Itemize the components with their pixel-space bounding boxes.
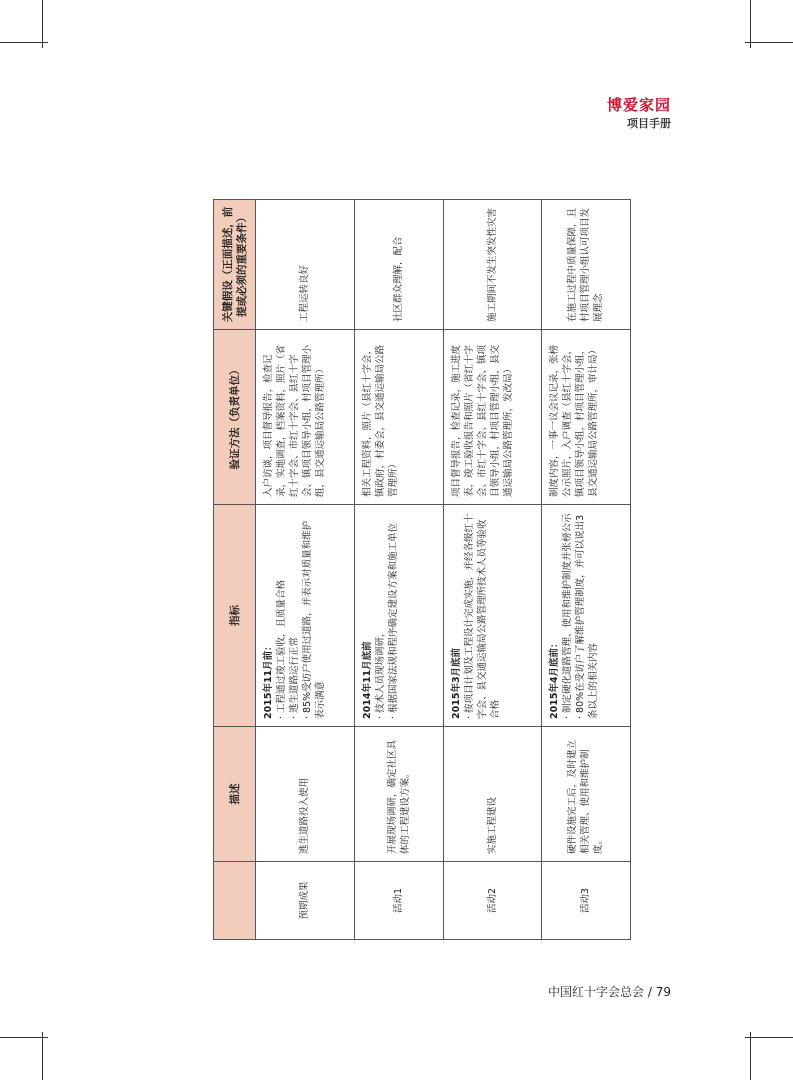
logframe-table bbox=[213, 199, 631, 940]
logframe-table-rotated bbox=[213, 200, 631, 940]
row-label: 活动2 bbox=[443, 862, 541, 940]
indicator-line: · 逃生道路运行正常 bbox=[289, 636, 301, 719]
row-description: 实施工程建设 bbox=[443, 727, 541, 862]
table-row bbox=[443, 200, 541, 940]
row-assumption: 工程运转良好 bbox=[256, 200, 354, 330]
indicator-date: 2015年3月底前 bbox=[450, 647, 462, 719]
indicator-date: 2015年4月底前： bbox=[548, 638, 560, 719]
header-verification: 验证方法（负责单位） bbox=[214, 330, 256, 505]
row-indicator bbox=[443, 505, 541, 727]
row-label: 活动1 bbox=[354, 862, 443, 940]
row-verification: 相关工程资料，照片（县红十字会，镇政府，村委会，县交通运输局公路管理所） bbox=[354, 330, 443, 505]
crop-mark bbox=[745, 1037, 793, 1038]
row-description: 逃生道路投入使用 bbox=[256, 727, 354, 862]
header-description: 描述 bbox=[214, 727, 256, 862]
brand-subtitle: 项目手册 bbox=[627, 117, 671, 130]
crop-mark bbox=[42, 1032, 43, 1080]
indicator-line: · 根据国家法规和程序确定建设方案和施工单位 bbox=[387, 522, 399, 719]
table-row bbox=[354, 200, 443, 940]
crop-mark bbox=[0, 1037, 48, 1038]
row-indicator bbox=[256, 505, 354, 727]
row-indicator bbox=[354, 505, 443, 727]
table-header-row bbox=[214, 200, 256, 940]
row-verification: 制度内容，一事一议会议记录，张榜公示照片，入户调查（县红十字会，镇项目领导小组，村项目管理小组，县交通运输局公路管理所，审计局） bbox=[541, 330, 630, 505]
row-description: 开展现场调研，确定社区具体的工程建设方案。 bbox=[354, 727, 443, 862]
indicator-line: · 85%受访户使用过道路，并表示对质量和维护表示满意 bbox=[302, 520, 327, 719]
header-indicator: 指标 bbox=[214, 505, 256, 727]
row-indicator bbox=[541, 505, 630, 727]
crop-mark bbox=[0, 42, 48, 43]
indicator-line: · 制定硬化道路管理、使用和维护制度并张榜公示 bbox=[561, 513, 573, 719]
header-assumption: 关键假设（正面描述，前提或必须的重要条件） bbox=[214, 200, 256, 330]
crop-mark bbox=[42, 0, 43, 48]
row-verification: 项目督导报告，检查记录，施工进度表，竣工验收报告和照片（省红十字会、市红十字会、县红十字会、镇项目领导小组，村项目管理小组，县交通运输局公路管理所，发改局） bbox=[443, 330, 541, 505]
table-row bbox=[256, 200, 354, 940]
row-assumption: 施工期间不发生突发性灾害 bbox=[443, 200, 541, 330]
row-assumption: 社区群众理解，配合 bbox=[354, 200, 443, 330]
indicator-date: 2014年11月底前 bbox=[361, 641, 373, 719]
crop-mark bbox=[750, 1032, 751, 1080]
indicator-line: · 技术人员现场调研， bbox=[374, 627, 386, 719]
indicator-line: · 工程通过竣工验收，且质量合格 bbox=[276, 579, 288, 719]
indicator-date: 2015年11月前： bbox=[263, 641, 275, 719]
row-label: 预期成果 bbox=[256, 862, 354, 940]
indicator-line: · 按项目计划及工程设计完成实施，并经各级红十字会、县交通运输局公路管理所技术人员等验收合格 bbox=[463, 513, 501, 719]
crop-mark bbox=[745, 42, 793, 43]
crop-mark bbox=[750, 0, 751, 48]
page-footer: 中国红十字会总会 / 79 bbox=[548, 985, 671, 999]
row-verification: 入户访谈，项目督导报告，检查记录，实地调查，档案资料，照片（省红十字会、市红十字会、县红十字会、镇项目领导小组，村项目管理小组，县交通运输局公路管理所） bbox=[256, 330, 354, 505]
row-label: 活动3 bbox=[541, 862, 630, 940]
brand-title: 博爱家园 bbox=[606, 96, 671, 114]
row-assumption: 在施工过程中质量保障，且村项目管理小组认可项目发展理念 bbox=[541, 200, 630, 330]
table-row bbox=[541, 200, 630, 940]
header-blank bbox=[214, 862, 256, 940]
row-description: 硬件设施完工后，及时建立相关管理、使用和维护制度。 bbox=[541, 727, 630, 862]
indicator-line: · 80%在受访户了解维护管理制度，并可以说出3条以上的相关内容 bbox=[574, 514, 599, 719]
